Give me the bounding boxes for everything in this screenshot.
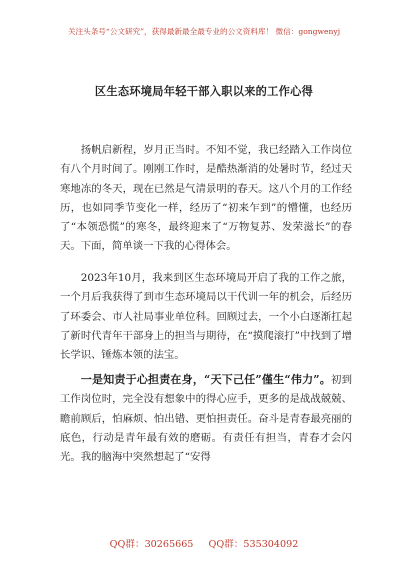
footer-qq-group-1: QQ群：30265665 — [109, 539, 194, 550]
footer-qq-groups — [0, 536, 408, 550]
document-title: 区生态环境局年轻干部入职以来的工作心得 — [94, 84, 314, 98]
section-one-body: 初到工作岗位时，完全没有想象中的得心应手，更多的是战战兢兢、瞻前顾后，怕麻烦、怕出错、更怕担责任。奋斗是青春最亮丽的底色，行动是青年最有效的磨砺。有责任有担当，青春才会闪光。我的脑海中突然想起了“安得 — [60, 374, 353, 464]
section-one-heading: 一是知责于心担责在身，“天下己任”僅生“伟力”。 — [80, 373, 332, 386]
paragraph-section-one — [60, 370, 352, 467]
paragraph-intro: 扬帆启新程，岁月正当时。不知不觉，我已经踏入工作岗位有八个月时间了。刚刚工作时，是酷热渐消的处暑时节，经过天寒地冻的冬天，现在已然是气清景明的春天。这八个月的工作经历，也如同季节变化一样，经历了“初来乍到”的懵懂，也经历了“本领恐慌”的寒冬，最终迎来了“万物复苏、发荣滋长”的春天。下面，简单谈一下我的心得体会。 — [60, 144, 352, 253]
paragraph-background: 2023年10月，我来到区生态环境局开启了我的工作之旅，一个月后我获得了到市生态环境局以干代训一年的机会，后经历了环委会、市人社局事业单位科。回顾过去，一个小白逐渐扛起了新时代青年干部身上的担当与期待，在“摸爬滚打”中找到了增长学识、锤炼本领的法宝。 — [60, 272, 352, 362]
header-promo-note: 关注头条号“公文研究”，获得最新最全最专业的公文资料库！ 微信：gongwenyj — [67, 27, 341, 36]
footer-qq-group-2: QQ群：535304092 — [208, 539, 299, 550]
